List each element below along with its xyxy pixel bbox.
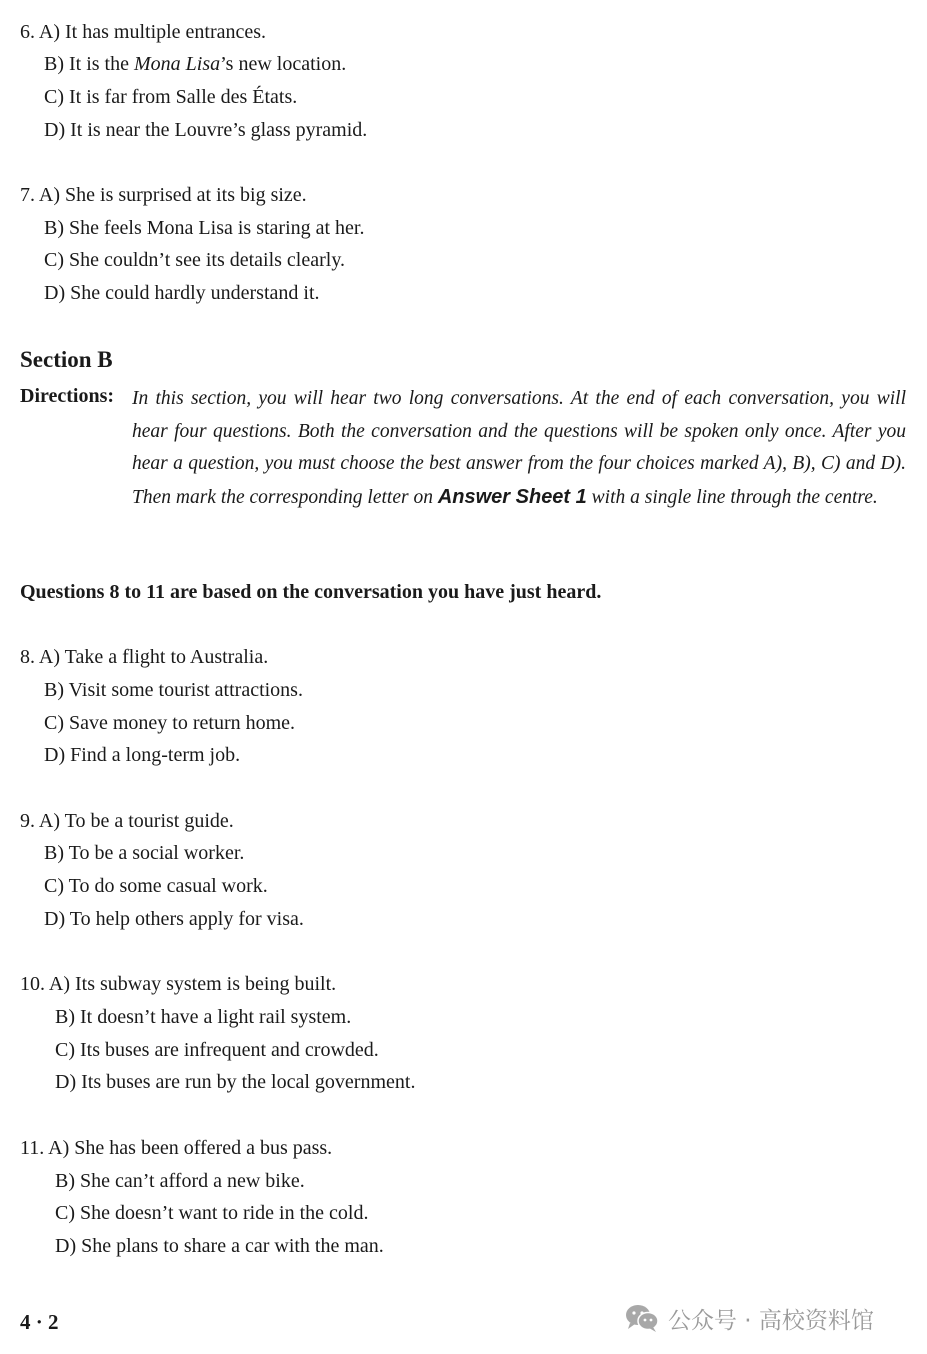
directions-label: [20, 383, 114, 409]
option-letter: A): [38, 184, 61, 206]
directions-text-part2: with a single line through the centre.: [586, 487, 878, 509]
option-text: She can’t afford a new bike.: [80, 1170, 305, 1192]
question-7-option-b: [44, 216, 365, 240]
option-text: She could hardly understand it.: [70, 282, 320, 304]
page-number: 4 · 2: [20, 1310, 59, 1334]
question-8-option-a: [20, 645, 268, 669]
option-text: Its buses are run by the local government.: [81, 1071, 416, 1093]
option-letter: C): [55, 1039, 75, 1061]
question-10-option-d: [55, 1070, 415, 1094]
directions-colon: :: [107, 385, 115, 407]
directions-label-text: Directions: [20, 385, 108, 407]
option-letter: C): [44, 249, 64, 271]
question-9-option-c: [44, 874, 268, 898]
question-6-option-b: [44, 52, 346, 76]
question-10-option-c: [55, 1038, 379, 1062]
question-number: 6.: [20, 21, 35, 43]
option-text: She plans to share a car with the man.: [81, 1235, 384, 1257]
option-letter: D): [44, 282, 66, 304]
option-letter: C): [55, 1202, 75, 1224]
option-letter: B): [55, 1006, 75, 1028]
option-letter: D): [44, 908, 66, 930]
question-number: 8.: [20, 646, 35, 668]
option-text-italic: Mona Lisa: [134, 53, 221, 75]
option-letter: A): [38, 21, 61, 43]
option-letter: C): [44, 86, 64, 108]
option-letter: A): [48, 1137, 70, 1159]
option-letter: A): [38, 646, 61, 668]
option-text: Visit some tourist attractions.: [68, 679, 303, 701]
directions-text: [132, 383, 906, 515]
question-11-option-c: [55, 1201, 368, 1225]
wechat-icon: [624, 1303, 660, 1333]
watermark-text: 公众号 · 高校资料馆: [668, 1307, 874, 1334]
option-text: Its subway system is being built.: [75, 973, 337, 995]
question-8-option-c: [44, 711, 295, 735]
option-text: Find a long-term job.: [70, 744, 241, 766]
option-text: To help others apply for visa.: [69, 908, 304, 930]
option-letter: D): [44, 744, 66, 766]
option-letter: B): [55, 1170, 75, 1192]
option-letter: D): [44, 119, 66, 141]
option-letter: D): [55, 1235, 77, 1257]
option-letter: B): [44, 217, 64, 239]
option-letter: B): [44, 842, 64, 864]
option-text: It is near the Louvre’s glass pyramid.: [70, 119, 368, 141]
question-10-option-b: [55, 1005, 351, 1029]
question-9-option-d: [44, 907, 304, 931]
option-text: [69, 53, 346, 75]
option-text: She feels Mona Lisa is staring at her.: [69, 217, 365, 239]
question-8-option-b: [44, 678, 303, 702]
option-letter: C): [44, 875, 64, 897]
option-text: It doesn’t have a light rail system.: [80, 1006, 352, 1028]
option-text: It is far from Salle des États.: [69, 86, 298, 108]
option-text: She is surprised at its big size.: [65, 184, 307, 206]
question-11-option-b: [55, 1169, 305, 1193]
answer-sheet-label: Answer Sheet 1: [437, 486, 587, 509]
question-number: 7.: [20, 184, 35, 206]
question-6-option-d: [44, 118, 367, 142]
option-text: It has multiple entrances.: [65, 21, 267, 43]
question-11-option-d: [55, 1234, 384, 1258]
section-title: Section B: [20, 347, 113, 372]
option-text: To do some casual work.: [68, 875, 268, 897]
option-text: To be a social worker.: [68, 842, 245, 864]
option-letter: D): [55, 1071, 77, 1093]
question-6-option-c: [44, 85, 297, 109]
option-letter: A): [48, 973, 71, 995]
question-11-option-a: [20, 1136, 332, 1160]
question-10-option-a: [20, 972, 336, 996]
questions-heading: Questions 8 to 11 are based on the conversation you have just heard.: [20, 581, 602, 603]
option-letter: C): [44, 712, 64, 734]
option-text: Save money to return home.: [69, 712, 296, 734]
option-text: She doesn’t want to ride in the cold.: [80, 1202, 369, 1224]
option-letter: B): [44, 53, 64, 75]
directions-text-part1: In this section, you will hear two long conversations. At the end of each conversation, you will hear four questions. Both the conversation and the questions will be spoken only once. After you hear a question, you must choose the best answer from the four choices marked A), B), C) and D). Then mark the corresponding letter on: [132, 388, 906, 509]
option-text: Its buses are infrequent and crowded.: [80, 1039, 379, 1061]
option-text: She has been offered a bus pass.: [74, 1137, 333, 1159]
option-letter: A): [38, 810, 61, 832]
question-number: 9.: [20, 810, 35, 832]
option-text: She couldn’t see its details clearly.: [69, 249, 346, 271]
question-6-option-a: [20, 20, 266, 44]
question-8-option-d: [44, 743, 240, 767]
watermark: [624, 1301, 874, 1335]
question-9-option-b: [44, 841, 244, 865]
option-text-after: ’s new location.: [220, 53, 347, 75]
option-letter: B): [44, 679, 64, 701]
option-text: Take a flight to Australia.: [64, 646, 269, 668]
question-7-option-a: [20, 183, 307, 207]
question-7-option-c: [44, 248, 345, 272]
option-text-before: It is the: [69, 53, 134, 75]
option-text: To be a tourist guide.: [64, 810, 234, 832]
question-number: 11.: [20, 1137, 45, 1159]
question-number: 10.: [20, 973, 45, 995]
question-9-option-a: [20, 809, 234, 833]
question-7-option-d: [44, 281, 320, 305]
